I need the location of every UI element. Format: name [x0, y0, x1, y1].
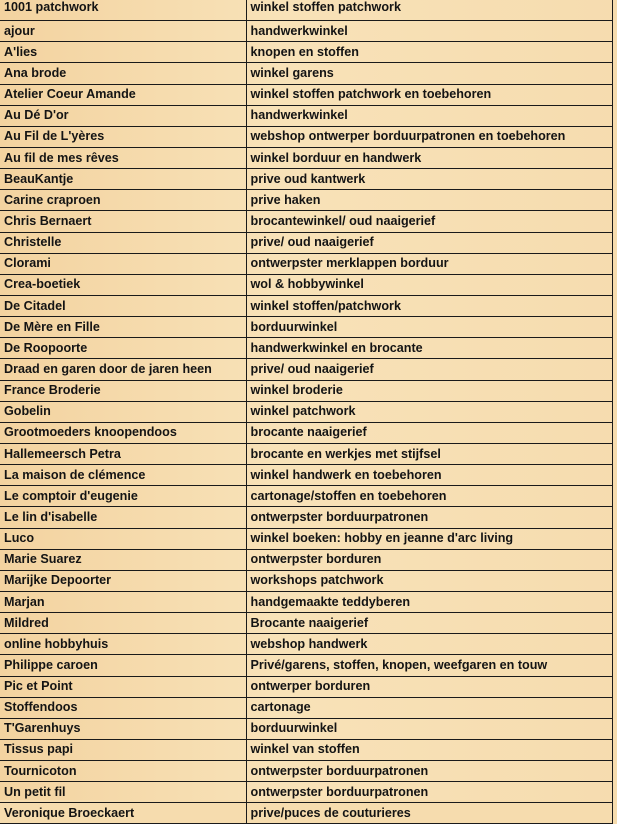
description-cell: handwerkwinkel [246, 105, 612, 126]
description-cell: winkel broderie [246, 380, 612, 401]
table-row [0, 253, 612, 274]
description-cell: winkel stoffen/patchwork [246, 295, 612, 316]
description-cell: knopen en stoffen [246, 42, 612, 63]
table-row [0, 126, 612, 147]
table-row [0, 549, 612, 570]
table-row [0, 697, 612, 718]
table-row [0, 803, 612, 824]
description-cell: handgemaakte teddyberen [246, 591, 612, 612]
description-cell: winkel boeken: hobby en jeanne d'arc living [246, 528, 612, 549]
table-row [0, 190, 612, 211]
table-row [0, 147, 612, 168]
table-row [0, 570, 612, 591]
table-row [0, 507, 612, 528]
name-cell: Luco [0, 528, 246, 549]
name-cell: Mildred [0, 613, 246, 634]
name-cell: Draad en garen door de jaren heen [0, 359, 246, 380]
description-cell: ontwerpster borduurpatronen [246, 761, 612, 782]
table-row [0, 486, 612, 507]
description-cell: handwerkwinkel en brocante [246, 338, 612, 359]
description-cell: workshops patchwork [246, 570, 612, 591]
table-row [0, 465, 612, 486]
description-cell: brocantewinkel/ oud naaigerief [246, 211, 612, 232]
name-cell: online hobbyhuis [0, 634, 246, 655]
table-row [0, 655, 612, 676]
description-cell: ontwerper borduren [246, 676, 612, 697]
table-row [0, 84, 612, 105]
table-row [0, 676, 612, 697]
description-cell: webshop ontwerper borduurpatronen en toebehoren [246, 126, 612, 147]
description-cell: prive/ oud naaigerief [246, 359, 612, 380]
name-cell: Grootmoeders knoopendoos [0, 422, 246, 443]
name-cell: Christelle [0, 232, 246, 253]
name-cell: Au fil de mes rêves [0, 147, 246, 168]
description-cell: prive haken [246, 190, 612, 211]
name-cell: Marijke Depoorter [0, 570, 246, 591]
description-cell: prive/ oud naaigerief [246, 232, 612, 253]
table-row [0, 613, 612, 634]
name-cell: 1001 patchwork [0, 0, 246, 21]
description-cell: ontwerpster borduren [246, 549, 612, 570]
description-cell: prive/puces de couturieres [246, 803, 612, 824]
table-row [0, 443, 612, 464]
table-row [0, 380, 612, 401]
description-cell: cartonage/stoffen en toebehoren [246, 486, 612, 507]
table-row [0, 0, 612, 21]
name-cell: Atelier Coeur Amande [0, 84, 246, 105]
name-cell: Gobelin [0, 401, 246, 422]
table-row [0, 274, 612, 295]
description-cell: Privé/garens, stoffen, knopen, weefgaren en touw [246, 655, 612, 676]
name-cell: A'lies [0, 42, 246, 63]
name-cell: Stoffendoos [0, 697, 246, 718]
name-cell: Marie Suarez [0, 549, 246, 570]
table-row [0, 401, 612, 422]
name-cell: Veronique Broeckaert [0, 803, 246, 824]
description-cell: webshop handwerk [246, 634, 612, 655]
table-row [0, 232, 612, 253]
description-cell: cartonage [246, 697, 612, 718]
description-cell: winkel garens [246, 63, 612, 84]
description-cell: wol & hobbywinkel [246, 274, 612, 295]
table-row [0, 42, 612, 63]
name-cell: Philippe caroen [0, 655, 246, 676]
name-cell: De Mère en Fille [0, 317, 246, 338]
table-row [0, 63, 612, 84]
description-cell: handwerkwinkel [246, 21, 612, 42]
name-cell: Au Dé D'or [0, 105, 246, 126]
name-cell: Le lin d'isabelle [0, 507, 246, 528]
name-cell: Tissus papi [0, 739, 246, 760]
name-cell: Le comptoir d'eugenie [0, 486, 246, 507]
description-cell: Brocante naaigerief [246, 613, 612, 634]
name-cell: Carine craproen [0, 190, 246, 211]
name-cell: BeauKantje [0, 169, 246, 190]
table-row [0, 105, 612, 126]
name-cell: Pic et Point [0, 676, 246, 697]
name-cell: ajour [0, 21, 246, 42]
table-row [0, 211, 612, 232]
table-row [0, 761, 612, 782]
table-row [0, 317, 612, 338]
description-cell: ontwerpster borduurpatronen [246, 507, 612, 528]
description-cell: brocante en werkjes met stijfsel [246, 443, 612, 464]
description-cell: winkel handwerk en toebehoren [246, 465, 612, 486]
table-row [0, 21, 612, 42]
table-row [0, 634, 612, 655]
name-cell: De Roopoorte [0, 338, 246, 359]
name-cell: Marjan [0, 591, 246, 612]
table-row [0, 169, 612, 190]
table-row [0, 739, 612, 760]
description-cell: winkel stoffen patchwork en toebehoren [246, 84, 612, 105]
table-row [0, 528, 612, 549]
name-cell: Ana brode [0, 63, 246, 84]
name-cell: Crea-boetiek [0, 274, 246, 295]
description-cell: borduurwinkel [246, 718, 612, 739]
description-cell: ontwerpster borduurpatronen [246, 782, 612, 803]
name-cell: Chris Bernaert [0, 211, 246, 232]
name-cell: France Broderie [0, 380, 246, 401]
name-cell: Au Fil de L'yères [0, 126, 246, 147]
description-cell: winkel borduur en handwerk [246, 147, 612, 168]
description-cell: winkel van stoffen [246, 739, 612, 760]
description-cell: brocante naaigerief [246, 422, 612, 443]
table-row [0, 359, 612, 380]
name-cell: Tournicoton [0, 761, 246, 782]
name-cell: Un petit fil [0, 782, 246, 803]
name-cell: De Citadel [0, 295, 246, 316]
name-cell: La maison de clémence [0, 465, 246, 486]
table-row [0, 591, 612, 612]
name-cell: Clorami [0, 253, 246, 274]
table-row [0, 295, 612, 316]
name-cell: Hallemeersch Petra [0, 443, 246, 464]
table-row [0, 338, 612, 359]
description-cell: ontwerpster merklappen borduur [246, 253, 612, 274]
description-cell: borduurwinkel [246, 317, 612, 338]
description-cell: winkel stoffen patchwork [246, 0, 612, 21]
description-cell: prive oud kantwerk [246, 169, 612, 190]
table-row [0, 718, 612, 739]
name-cell: T'Garenhuys [0, 718, 246, 739]
table-row [0, 422, 612, 443]
description-cell: winkel patchwork [246, 401, 612, 422]
